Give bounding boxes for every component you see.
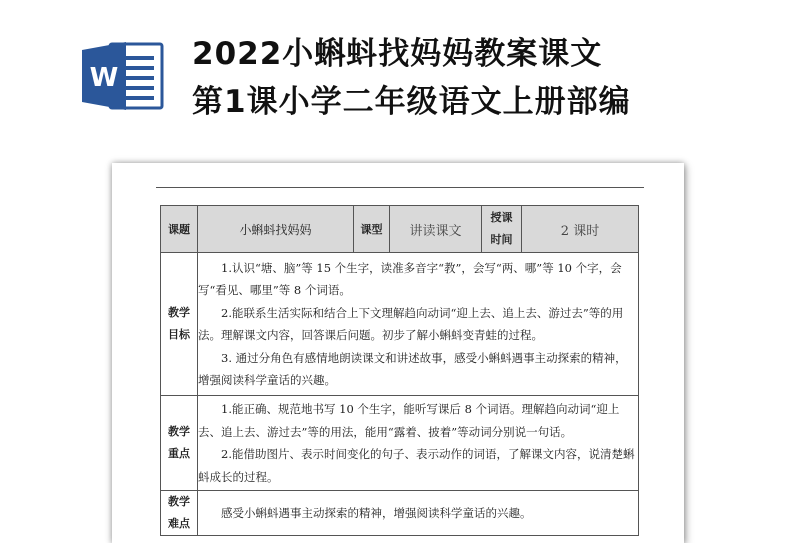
goals-content bbox=[198, 253, 639, 396]
difficulties-content bbox=[198, 491, 639, 536]
page-header-rule bbox=[156, 187, 644, 188]
table-row-key-points bbox=[161, 396, 639, 491]
difficulties-label-line-2: 难点 bbox=[168, 517, 190, 530]
key-points-label bbox=[161, 396, 198, 491]
goals-label-line-1: 教学 bbox=[168, 306, 190, 319]
goal-item-2: 2.能联系生活实际和结合上下文理解趋向动词“迎上去、追上去、游过去”等的用法。理解课文内容，回答课后问题。初步了解小蝌蚪变青蛙的过程。 bbox=[198, 305, 624, 342]
goals-label-line-2: 目标 bbox=[168, 328, 190, 341]
title-line-2: 第1课小学二年级语文上册部编 bbox=[192, 84, 631, 120]
title-line-1: 2022小蝌蚪找妈妈教案课文 bbox=[192, 36, 603, 72]
key-point-item-2: 2.能借助图片、表示时间变化的句子、表示动作的词语，了解课文内容，说清楚蝌蚪成长的过程。 bbox=[198, 447, 635, 484]
time-label-line-1: 授课 bbox=[490, 211, 513, 224]
lesson-plan-table bbox=[160, 205, 639, 536]
topic-value: 小蝌蚪找妈妈 bbox=[198, 206, 354, 253]
type-value: 讲读课文 bbox=[390, 206, 482, 253]
type-label: 课型 bbox=[354, 206, 390, 253]
goal-item-3: 3. 通过分角色有感情地朗读课文和讲述故事，感受小蝌蚪遇事主动探索的精神，增强阅读科学童话的兴趣。 bbox=[198, 350, 627, 387]
difficulties-label bbox=[161, 491, 198, 536]
difficulty-item-1: 感受小蝌蚪遇事主动探索的精神，增强阅读科学童话的兴趣。 bbox=[221, 505, 532, 520]
word-icon bbox=[80, 40, 166, 112]
key-points-content bbox=[198, 396, 639, 491]
table-header-row bbox=[161, 206, 639, 253]
difficulties-label-line-1: 教学 bbox=[168, 495, 190, 508]
time-label bbox=[482, 206, 522, 253]
topic-label: 课题 bbox=[161, 206, 198, 253]
key-points-label-line-2: 重点 bbox=[168, 447, 190, 460]
goal-item-1: 1.认识“塘、脑”等 15 个生字，读准多音字“教”，会写“两、哪”等 10 个字，会写“看见、哪里”等 8 个词语。 bbox=[198, 260, 622, 297]
goals-label bbox=[161, 253, 198, 396]
key-point-item-1: 1.能正确、规范地书写 10 个生字，能听写课后 8 个词语。理解趋向动词“迎上去、追上去、游过去”等的用法，能用“露着、披着”等动词分别说一句话。 bbox=[198, 402, 620, 439]
word-icon-letter: W bbox=[89, 63, 119, 93]
page-title bbox=[192, 30, 631, 126]
table-row-difficulties bbox=[161, 491, 639, 536]
time-label-line-2: 时间 bbox=[490, 233, 513, 246]
document-page bbox=[112, 163, 684, 543]
time-value: 2 课时 bbox=[522, 206, 639, 253]
key-points-label-line-1: 教学 bbox=[168, 425, 190, 438]
table-row-goals bbox=[161, 253, 639, 396]
